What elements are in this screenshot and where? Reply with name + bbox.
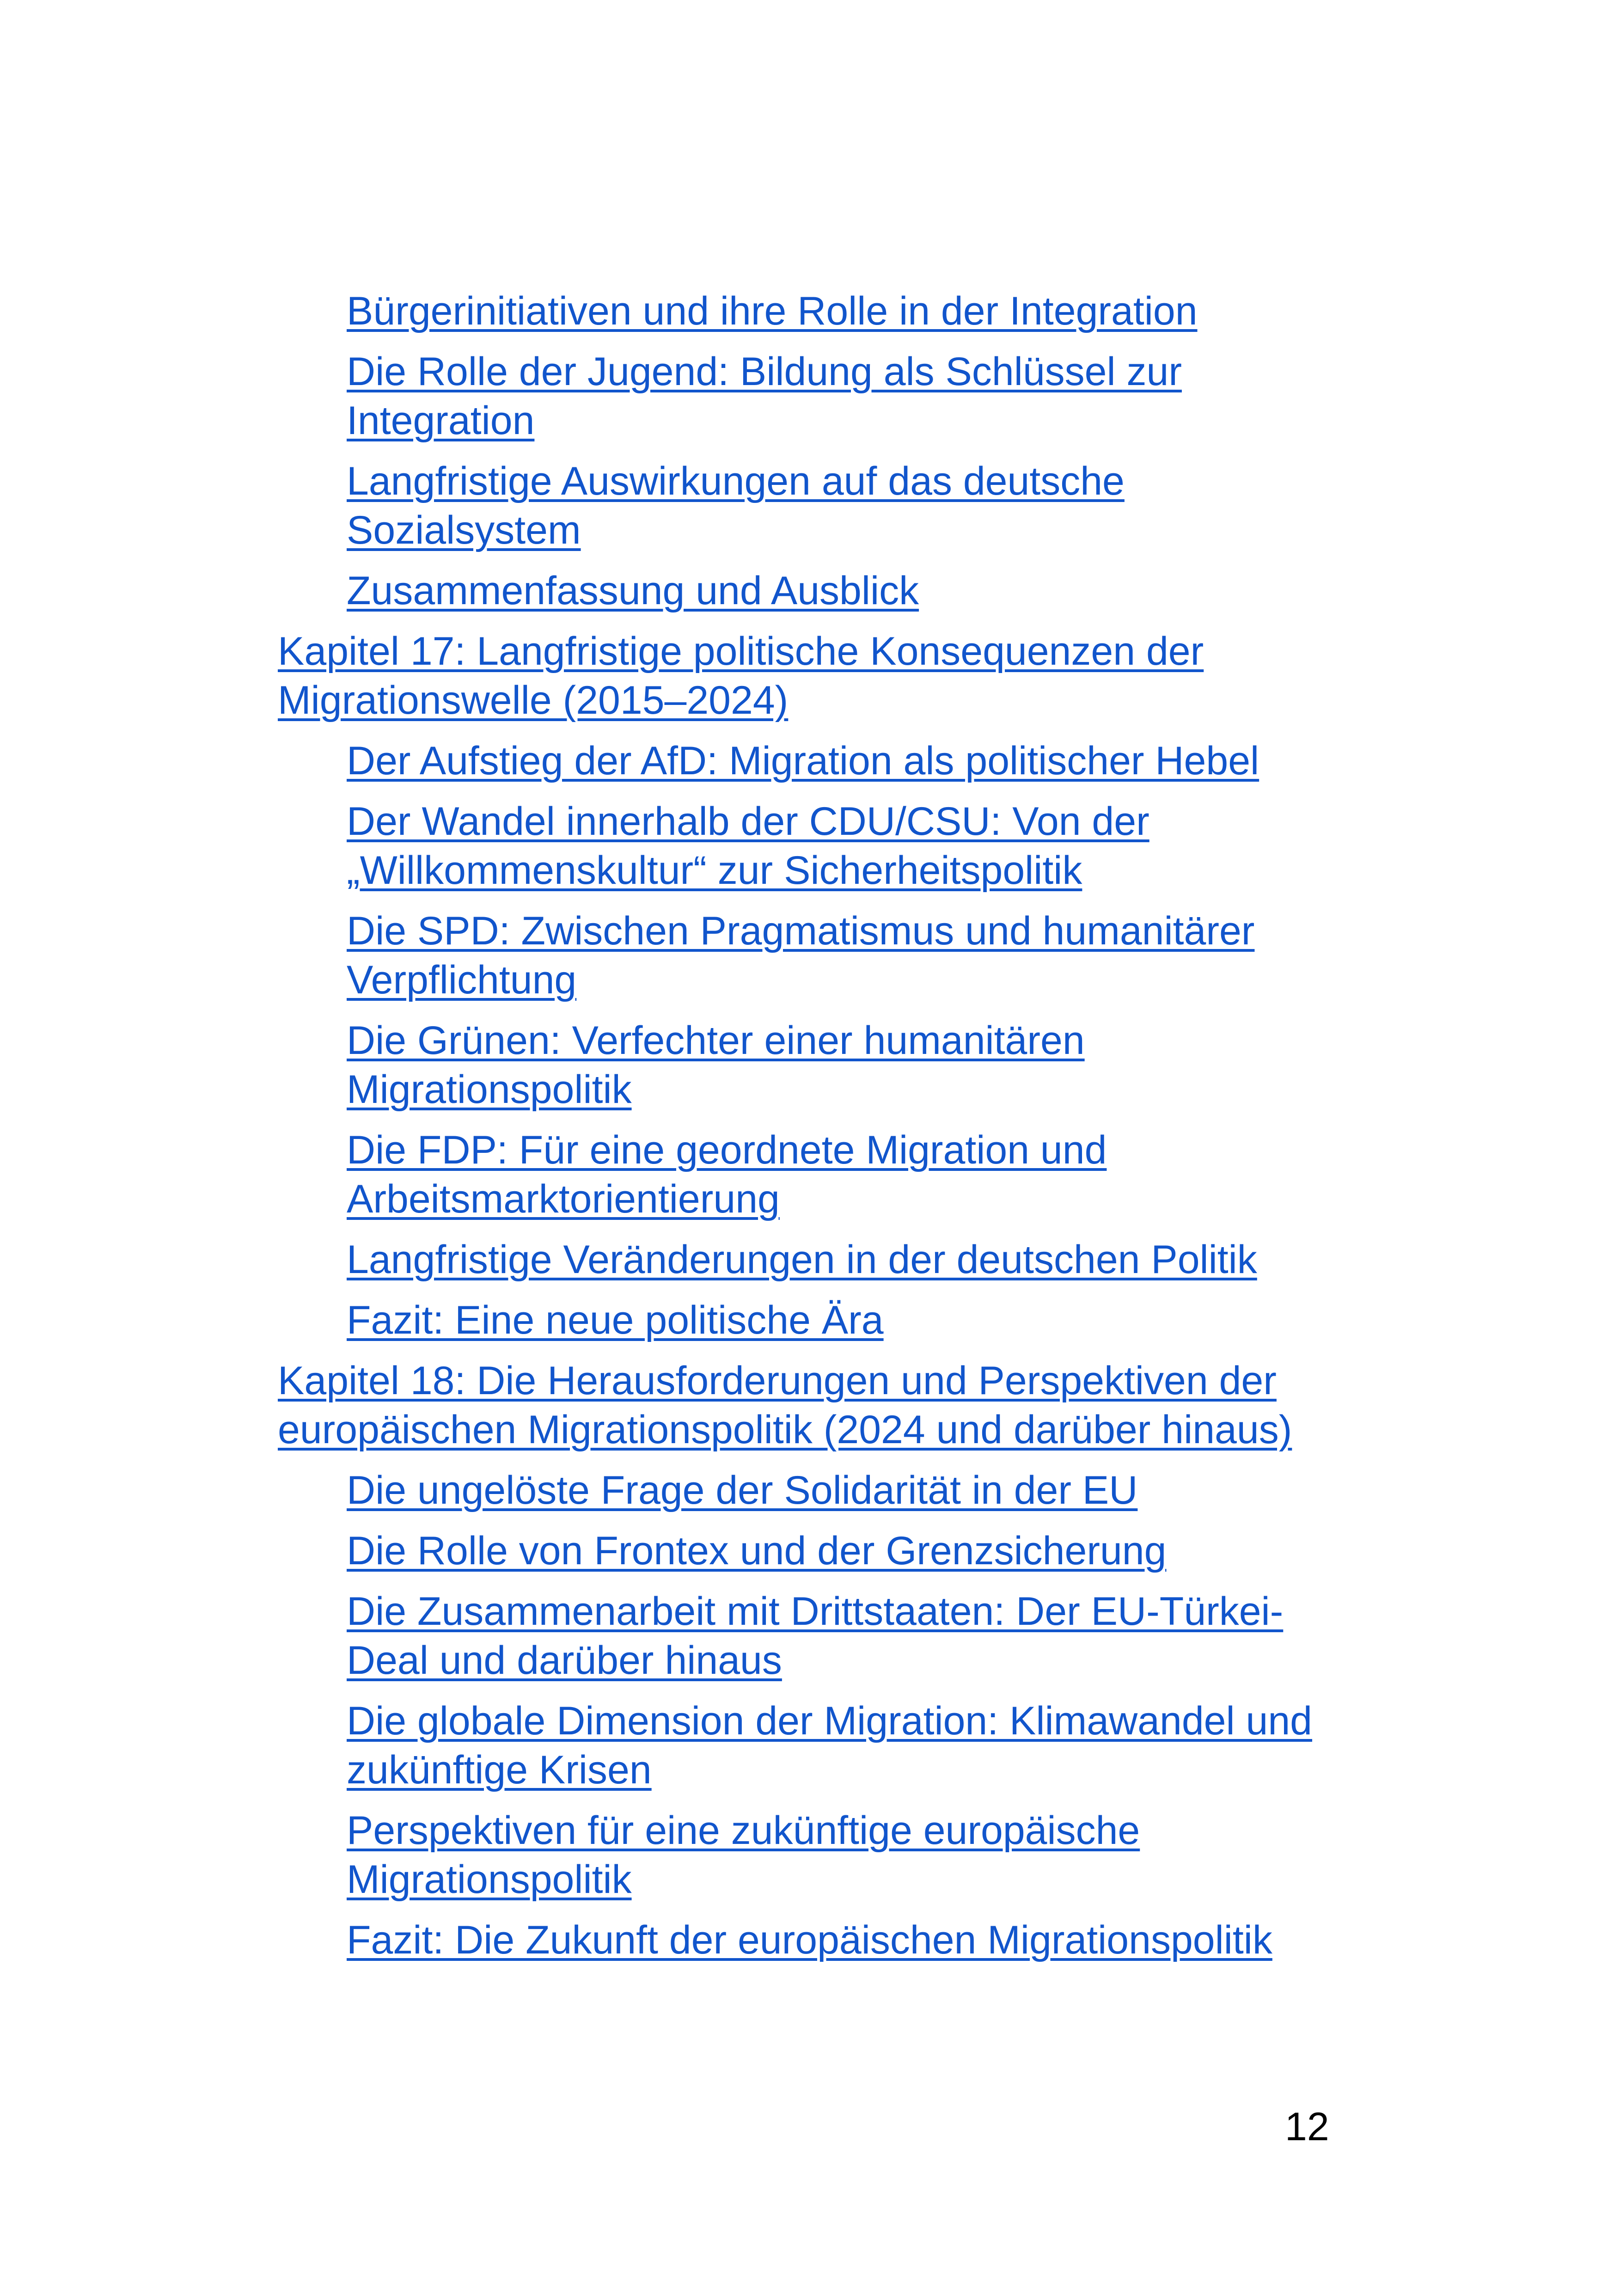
toc-chapter-18[interactable]: Kapitel 18: Die Herausforderungen und Perspektiven der europäischen Migrationspolitik (2024 und darüber hinaus) <box>278 1359 1292 1452</box>
toc-entry-sozialsystem[interactable]: Langfristige Auswirkungen auf das deutsche Sozialsystem <box>347 459 1125 552</box>
toc-entry-solidaritaet[interactable]: Die ungelöste Frage der Solidarität in der EU <box>347 1468 1138 1512</box>
toc-entry-cdu-csu[interactable]: Der Wandel innerhalb der CDU/CSU: Von der „Willkommenskultur“ zur Sicherheitspolitik <box>347 799 1149 893</box>
page-number: 12 <box>1285 2105 1329 2149</box>
toc-entry-veraenderungen[interactable]: Langfristige Veränderungen in der deutschen Politik <box>347 1237 1257 1282</box>
toc-chapter-17[interactable]: Kapitel 17: Langfristige politische Konsequenzen der Migrationswelle (2015–2024) <box>278 629 1204 722</box>
toc-entry-drittstaaten[interactable]: Die Zusammenarbeit mit Drittstaaten: Der EU-Türkei-Deal und darüber hinaus <box>347 1589 1284 1683</box>
toc-entry-gruene[interactable]: Die Grünen: Verfechter einer humanitären Migrationspolitik <box>347 1018 1085 1112</box>
toc-entry-zusammenfassung[interactable]: Zusammenfassung und Ausblick <box>347 569 919 613</box>
toc-entry-globale-dimension[interactable]: Die globale Dimension der Migration: Klimawandel und zukünftige Krisen <box>347 1699 1312 1792</box>
toc-entry-rolle-der-jugend[interactable]: Die Rolle der Jugend: Bildung als Schlüssel zur Integration <box>347 349 1182 443</box>
toc-entry-perspektiven[interactable]: Perspektiven für eine zukünftige europäische Migrationspolitik <box>347 1808 1140 1902</box>
table-of-contents <box>0 287 1614 1976</box>
toc-entry-fazit-politische-aera[interactable]: Fazit: Eine neue politische Ära <box>347 1298 884 1342</box>
toc-entry-afd[interactable]: Der Aufstieg der AfD: Migration als politischer Hebel <box>347 739 1259 783</box>
toc-entry-fdp[interactable]: Die FDP: Für eine geordnete Migration und Arbeitsmarktorientierung <box>347 1128 1107 1221</box>
toc-entry-frontex[interactable]: Die Rolle von Frontex und der Grenzsicherung <box>347 1529 1167 1573</box>
toc-entry-spd[interactable]: Die SPD: Zwischen Pragmatismus und humanitärer Verpflichtung <box>347 909 1255 1002</box>
toc-entry-fazit-zukunft[interactable]: Fazit: Die Zukunft der europäischen Migrationspolitik <box>347 1918 1272 1962</box>
toc-entry-buergerinitiativen[interactable]: Bürgerinitiativen und ihre Rolle in der Integration <box>347 289 1198 333</box>
